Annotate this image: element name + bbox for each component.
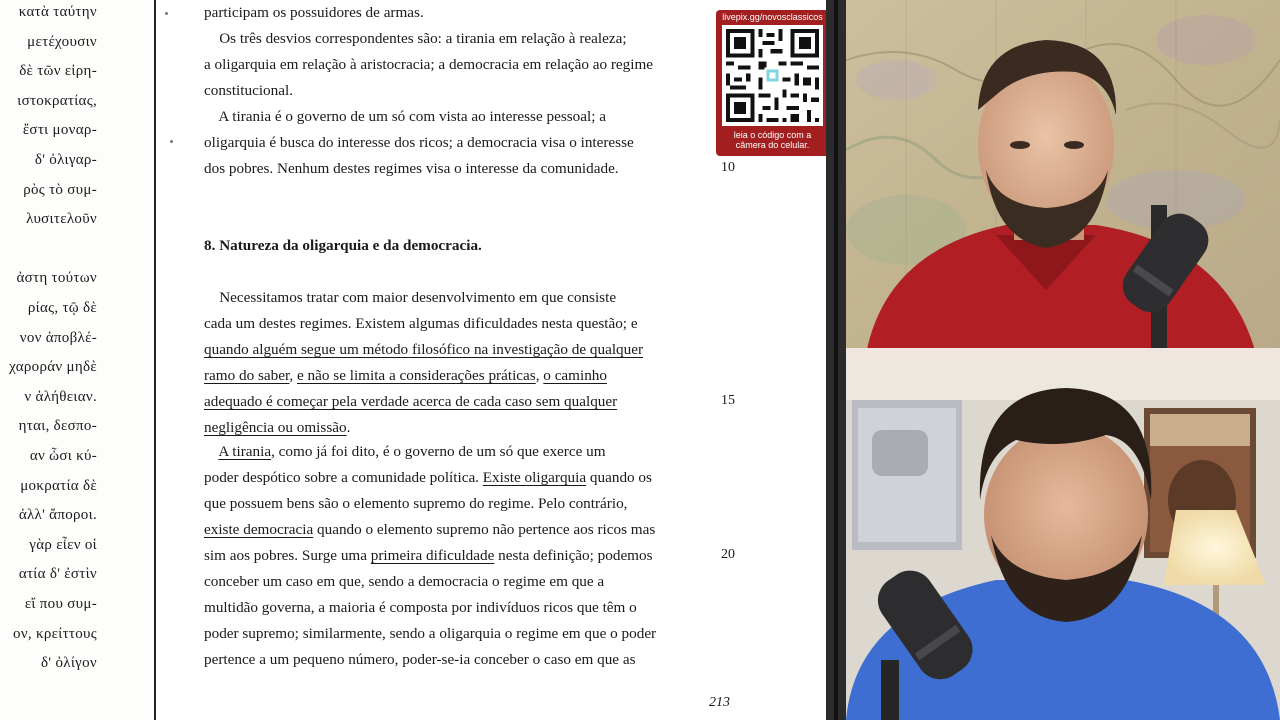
book-text-line [204,108,606,126]
line-number-20: 20 [721,547,735,562]
qr-caption-line-2: câmera do celular. [735,140,810,150]
greek-text-page [0,0,155,720]
greek-text-line: κατὰ ταύτην [18,4,97,20]
greek-text-line: ἔστι μοναρ- [22,122,97,139]
top-webcam [846,0,1280,354]
text-span: sim aos pobres. Surge uma [204,547,371,564]
book-text-line [204,469,652,487]
underlined-passage: o caminho [543,367,607,384]
greek-text-line: ρίας, τῷ δὲ [27,300,97,316]
underlined-passage: A tirania [218,443,272,460]
text-span: cada um destes regimes. Existem algumas dificuldades nesta questão; e [204,315,638,332]
text-span: Os três desvios correspondentes são: a tirania em relação à realeza; [204,30,627,47]
text-span: nesta definição; podemos [494,547,653,564]
book-text-line [204,134,634,152]
book-text-line [204,495,627,513]
book-text-line [204,443,606,461]
book-text-line [204,419,350,437]
text-span: quando os [586,469,652,486]
greek-text-line: ον, κρείττους [13,625,97,642]
book-text-line [204,289,616,307]
book-text-line [204,341,643,359]
greek-text-line: αν ὦσι κύ- [29,448,97,464]
book-text-line [204,573,604,591]
greek-text-line: λυσιτελοῦν [26,211,97,228]
book-text-line [204,367,607,385]
greek-text-line: ρὸς τὸ συμ- [23,181,97,198]
text-span: . [346,419,351,436]
greek-text-line: ἀστη τούτων [16,270,97,287]
book-text-line [204,599,637,617]
greek-text-line: δ' ὀλιγαρ- [34,152,97,168]
greek-text-line: χαροράν μηδὲ [9,359,97,376]
greek-text-line: δ' ὀλίγον [41,655,97,672]
text-span: poder supremo; similarmente, sendo a oligarquia o regime em que o poder [204,625,657,642]
section-heading: 8. Natureza da oligarquia e da democracia. [204,237,482,254]
underlined-passage: primeira dificuldade [370,547,495,564]
qr-caption [716,130,829,150]
underlined-passage: Existe oligarquia [482,469,587,486]
greek-text-line: ιστοκρατίας, [17,92,97,109]
greek-text-line: μετέχουσιν [27,33,97,50]
greek-text-line: εἴ που συμ- [24,596,97,612]
book-text-line [204,651,636,669]
text-span: dos pobres. Nenhum destes regimes visa o interesse da comunidade. [204,160,619,177]
text-span: Necessitamos tratar com maior desenvolvimento em que consiste [204,289,617,306]
book-text-line [204,4,424,22]
greek-text-line: νον ἀποβλέ- [19,329,97,346]
panel-separator [826,0,846,720]
book-text-line [204,82,293,100]
book-text-line [204,30,627,48]
book-text-line [204,56,653,74]
underlined-passage: ramo do saber [204,367,290,384]
margin-mark [165,12,168,15]
qr-code-graphic [722,25,823,126]
greek-text-line: ἀλλ' ἄποροι. [18,507,97,524]
greek-text-line: δὲ τῶν εἰρη- [19,63,97,80]
underlined-passage: negligência ou omissão [204,419,347,436]
text-span: possuidores de armas. [290,4,424,21]
livepix-url: livepix.gg/novosclassicos [722,12,823,22]
book-text-line [204,521,655,539]
book-text-line [204,160,619,178]
greek-text-line: μοκρατία δὲ [20,477,97,494]
line-number-10: 10 [721,160,735,175]
text-span: quando o elemento supremo não pertence aos ricos mas [313,521,656,538]
margin-mark [170,140,173,143]
line-number-15: 15 [721,393,735,408]
text-span: a oligarquia em relação à aristocracia; a democracia em relação ao regime [204,56,654,73]
text-span: pertence a um pequeno número, poder-se-ia conceber o caso em que as [204,651,636,668]
text-span: , como já foi dito, é o governo de um só que exerce um [271,443,606,460]
text-span: multidão governa, a maioria é composta por indivíduos ricos que têm o [204,599,637,616]
underlined-passage: adequado é começar pela verdade acerca de cada caso sem qualquer [204,393,618,410]
text-span: A tirania é o governo de um só com vista ao interesse pessoal; a [204,108,606,125]
book-text-line [204,315,638,333]
text-span: que possuem bens são o elemento supremo do regime. Pelo contrário, [204,495,628,512]
bottom-webcam [846,360,1280,720]
livepix-qr-widget[interactable] [716,10,829,156]
book-text-line [204,393,617,411]
text-span: conceber um caso em que, sendo a democracia o regime em que a [204,573,605,590]
greek-text-line: γὰρ εἶεν οἱ [29,536,97,553]
underlined-passage: e não se limita a considerações práticas [297,367,536,384]
greek-text-line: ηται, δεσπο- [18,418,97,435]
underlined-passage: quando alguém segue um método filosófico na investigação de qualquer [204,341,644,358]
top-webcam-image [846,0,1280,354]
greek-text-line: ν ἀλήθειαν. [24,388,97,405]
text-span: participam os [204,4,291,21]
text-span: poder despótico sobre a comunidade política. [204,469,483,486]
underlined-passage: existe democracia [204,521,314,538]
text-span: constitucional. [204,82,293,99]
qr-code-icon[interactable] [722,25,823,126]
qr-caption-line-1: leia o código com a [733,130,812,140]
text-span: , [535,367,544,384]
book-text-line [204,547,653,565]
text-span [204,443,218,460]
text-span: oligarquia é busca do interesse dos ricos; a democracia visa o interesse [204,134,634,151]
greek-text-line: ατία δ' ἐστὶν [18,566,97,583]
page-number: 213 [709,695,730,710]
text-span: , [289,367,298,384]
bottom-webcam-image [846,360,1280,720]
book-text-line [204,625,656,643]
